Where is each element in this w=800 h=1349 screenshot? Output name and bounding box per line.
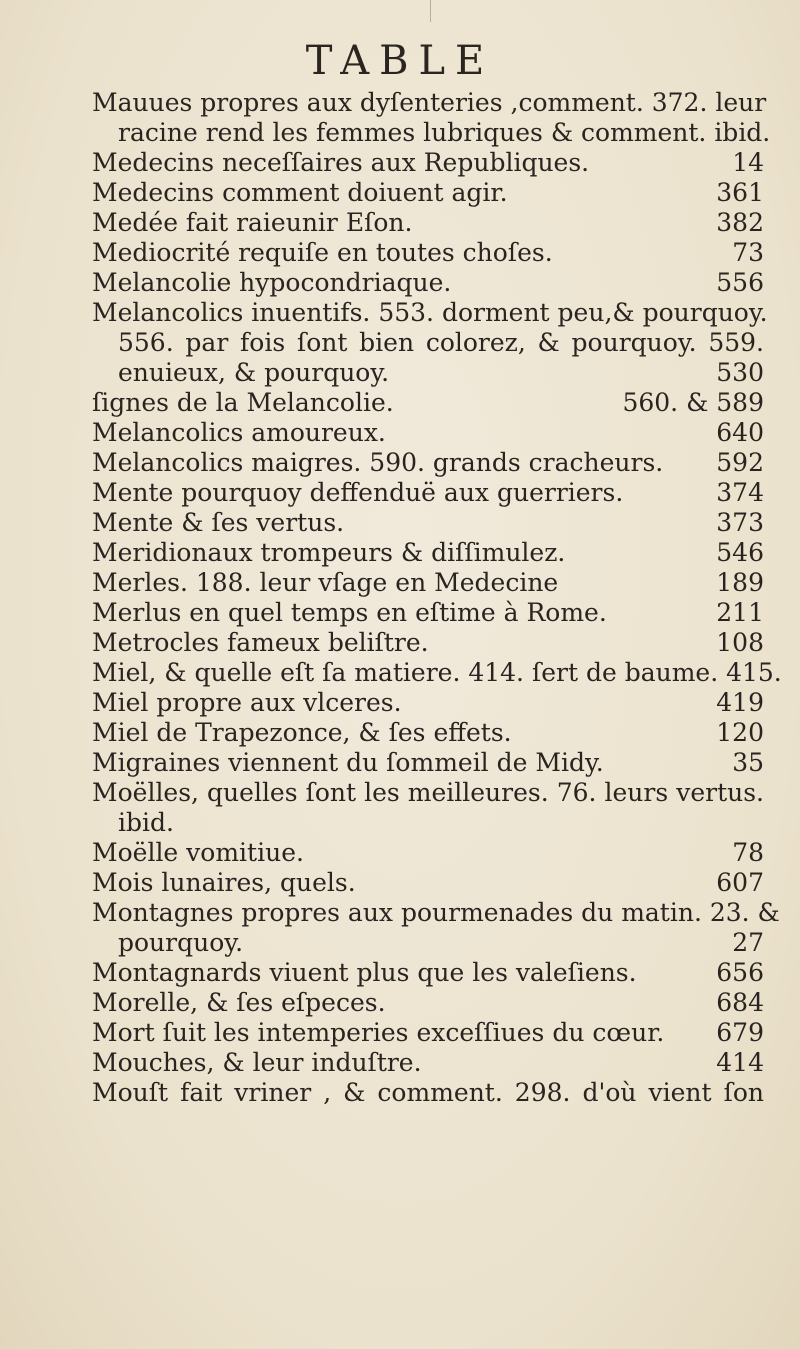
index-entry: Melancolics maigres. 590. grands cracheurs. 592 xyxy=(92,448,764,477)
page-number: 640 xyxy=(716,418,764,447)
page-number: 27 xyxy=(732,928,764,957)
index-entry-continuation: enuieux, & pourquoy. 530 xyxy=(118,358,764,387)
index-entry-continuation: pourquoy. 27 xyxy=(118,928,764,957)
index-entry: Mediocrité requiſe en toutes choſes. 73 xyxy=(92,238,764,267)
index-entry: Miel, & quelle eſt ſa matiere. 414. ſert de baume. 415. xyxy=(92,658,782,687)
page-number: 374 xyxy=(716,478,764,507)
page-number: 556 xyxy=(716,268,764,297)
index-entry-continuation: ibid. xyxy=(118,808,174,837)
index-entry: Mois lunaires, quels. 607 xyxy=(92,868,764,897)
page-number: 189 xyxy=(716,568,764,597)
index-entry-continuation: 556. par fois ſont bien colorez, & pourquoy. 559. xyxy=(118,328,764,357)
index-entry: Merlus en quel temps en eſtime à Rome. 211 xyxy=(92,598,764,627)
index-entry: Montagnards viuent plus que les valeſiens. 656 xyxy=(92,958,764,987)
page-number: 546 xyxy=(716,538,764,567)
page-number: 530 xyxy=(716,358,764,387)
page-number: 684 xyxy=(716,988,764,1017)
page-number: 592 xyxy=(716,448,764,477)
index-entry: Medecins comment doiuent agir. 361 xyxy=(92,178,764,207)
index-entry: Mauues propres aux dyſenteries ,comment. 372. leur xyxy=(92,88,767,117)
index-entry: Mouches, & leur induſtre. 414 xyxy=(92,1048,764,1077)
page-number: 78 xyxy=(732,838,764,867)
index-entry: Melancolics inuentifs. 553. dorment peu,& pourquoy. xyxy=(92,298,768,327)
page-number: 382 xyxy=(716,208,764,237)
page-number: 73 xyxy=(732,238,764,267)
index-entry: Mente & ſes vertus. 373 xyxy=(92,508,764,537)
paper-crease xyxy=(430,0,431,22)
index-entry: Mouſt fait vriner , & comment. 298. d'où vient ſon xyxy=(92,1078,764,1107)
index-entry-continuation: racine rend les femmes lubriques & comment. ibid. xyxy=(118,118,771,147)
index-entry: Miel de Trapezonce, & ſes effets. 120 xyxy=(92,718,764,747)
page-number: 679 xyxy=(716,1018,764,1047)
index-entry: Migraines viennent du ſommeil de Midy. 35 xyxy=(92,748,764,777)
page-number: 414 xyxy=(716,1048,764,1077)
index-entries xyxy=(92,88,782,1108)
index-entry: Miel propre aux vlceres. 419 xyxy=(92,688,764,717)
index-entry: Montagnes propres aux pourmenades du matin. 23. & xyxy=(92,898,780,927)
index-entry: Merles. 188. leur vſage en Medecine 189 xyxy=(92,568,764,597)
page-number: 35 xyxy=(732,748,764,777)
index-entry: Mort ſuit les intemperies exceſſiues du cœur. 679 xyxy=(92,1018,764,1047)
index-entry: Moëlles, quelles ſont les meilleures. 76. leurs vertus. xyxy=(92,778,764,807)
index-entry: Medecins neceſſaires aux Republiques. 14 xyxy=(92,148,764,177)
index-entry: ſignes de la Melancolie. 560. & 589 xyxy=(92,388,764,417)
page-number: 120 xyxy=(716,718,764,747)
index-entry: Moëlle vomitiue. 78 xyxy=(92,838,764,867)
page-number: 361 xyxy=(716,178,764,207)
page-number: 211 xyxy=(716,598,764,627)
page-number: 419 xyxy=(716,688,764,717)
page-number: 14 xyxy=(732,148,764,177)
index-entry: Meridionaux trompeurs & diſſimulez. 546 xyxy=(92,538,764,567)
page-number: 373 xyxy=(716,508,764,537)
page-number: 607 xyxy=(716,868,764,897)
page-header: TABLE xyxy=(305,38,495,84)
index-entry: Medée fait raieunir Eſon. 382 xyxy=(92,208,764,237)
page-number: 108 xyxy=(716,628,764,657)
index-entry: Morelle, & ſes eſpeces. 684 xyxy=(92,988,764,1017)
index-entry: Melancolie hypocondriaque. 556 xyxy=(92,268,764,297)
index-entry: Melancolics amoureux. 640 xyxy=(92,418,764,447)
index-entry: Mente pourquoy deffenduë aux guerriers. 374 xyxy=(92,478,764,507)
page-number: 560. & 589 xyxy=(622,388,764,417)
page-number: 656 xyxy=(716,958,764,987)
index-entry: Metrocles fameux beliſtre. 108 xyxy=(92,628,764,657)
